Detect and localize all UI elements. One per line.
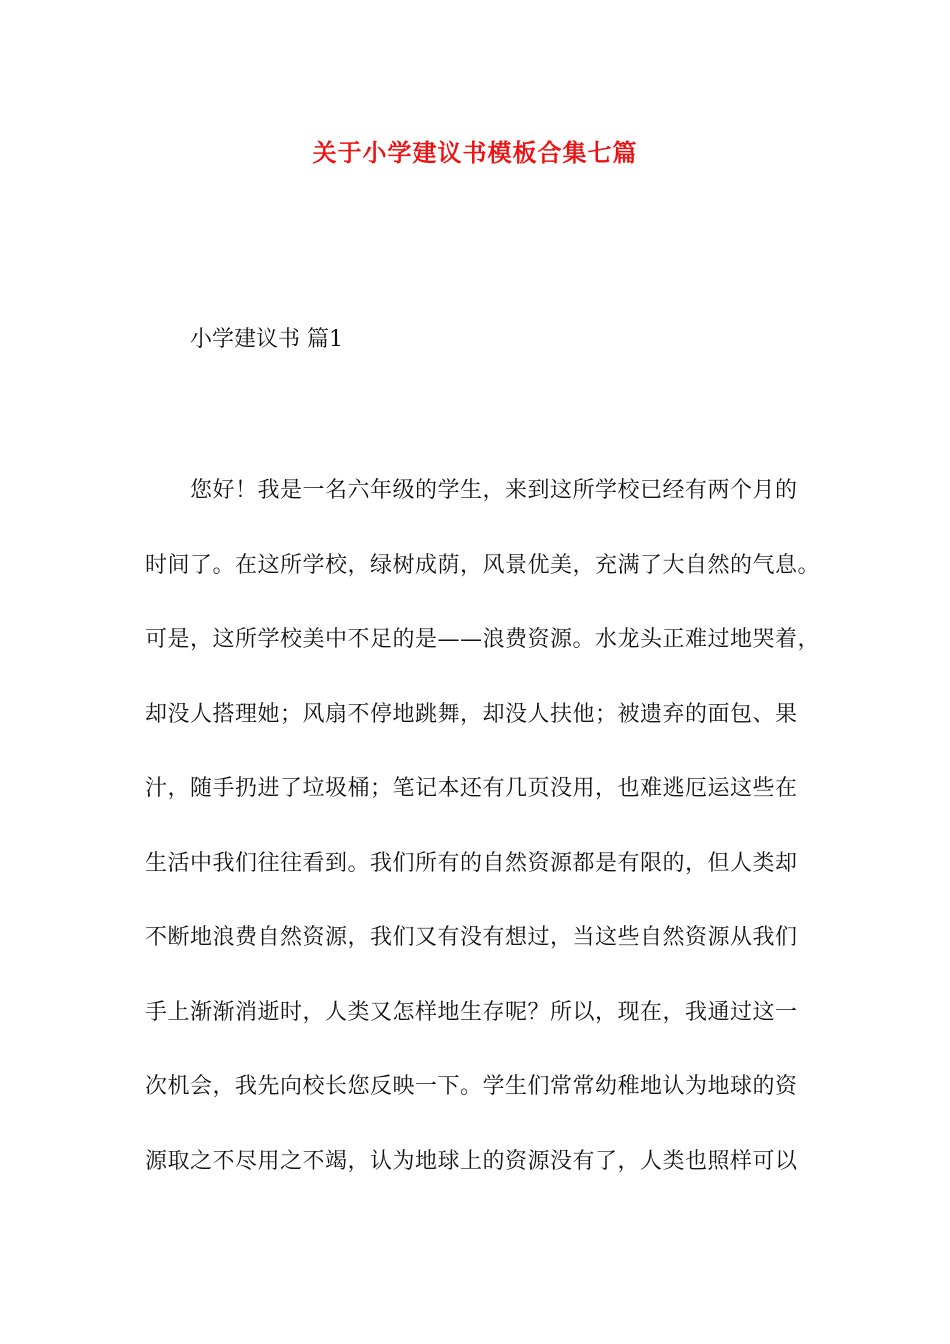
document-title: 关于小学建议书模板合集七篇: [312, 138, 638, 167]
body-paragraph: [145, 474, 825, 1219]
paragraph-line: 却没人搭理她；风扇不停地跳舞，却没人扶他；被遗弃的面包、果: [145, 701, 798, 727]
paragraph-line: 时间了。在这所学校，绿树成荫，风景优美，充满了大自然的气息。: [145, 552, 821, 578]
section-heading: 小学建议书 篇1: [190, 327, 343, 352]
paragraph-line: 可是，这所学校美中不足的是——浪费资源。水龙头正难过地哭着，: [145, 627, 821, 652]
paragraph-line: 您好！我是一名六年级的学生，来到这所学校已经有两个月的: [190, 478, 798, 503]
paragraph-line: 汁，随手扔进了垃圾桶；笔记本还有几页没用，也难逃厄运这些在: [145, 776, 798, 801]
paragraph-line: 次机会，我先向校长您反映一下。学生们常常幼稚地认为地球的资: [145, 1074, 798, 1099]
paragraph-line: 手上渐渐消逝时，人类又怎样地生存呢？所以，现在，我通过这一: [145, 999, 798, 1025]
paragraph-line: 源取之不尽用之不竭，认为地球上的资源没有了，人类也照样可以: [145, 1148, 798, 1174]
paragraph-line: 不断地浪费自然资源，我们又有没有想过，当这些自然资源从我们: [145, 925, 798, 950]
paragraph-line: 生活中我们往往看到。我们所有的自然资源都是有限的，但人类却: [145, 850, 798, 876]
